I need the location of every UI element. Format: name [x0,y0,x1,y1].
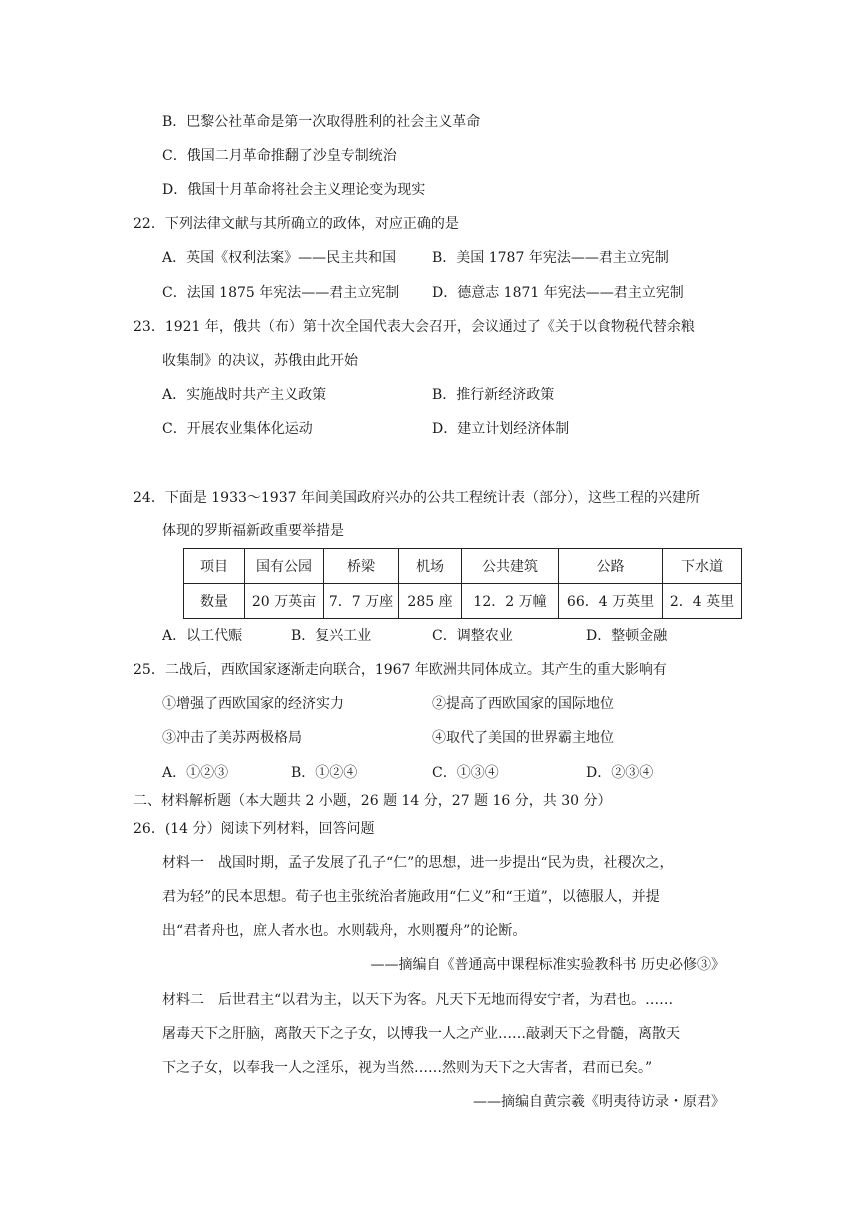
q23-option-b: B．推行新经济政策 [432,387,555,403]
q23-option-a: A．实施战时共产主义政策 [162,387,327,403]
q21-option-c: C．俄国二月革命推翻了沙皇专制统治 [162,148,397,164]
q26-stem: 26．(14 分）阅读下列材料，回答问题 [133,821,375,837]
table-header-cell: 桥梁 [324,549,399,584]
table-cell: 285 座 [399,584,462,619]
q24-option-b: B．复兴工业 [291,628,372,644]
table-row [184,584,742,619]
table-header-cell: 公路 [559,549,663,584]
table-cell: 数量 [184,584,245,619]
table-header-row [184,549,742,584]
q22-option-a: A．英国《权利法案》——民主共和国 [162,250,397,266]
table-cell: 12．2 万幢 [462,584,559,619]
q22-option-c: C．法国 1875 年宪法——君主立宪制 [162,285,400,301]
q22-stem: 22．下列法律文献与其所确立的政体，对应正确的是 [133,216,459,232]
table-cell: 2．4 英里 [663,584,742,619]
material-1-source: ——摘编自《普通高中课程标准实验教科书 历史必修③》 [370,957,725,973]
q22-option-d: D．德意志 1871 年宪法——君主立宪制 [432,285,684,301]
table-cell: 66．4 万英里 [559,584,663,619]
material-1-line1: 材料一 战国时期，孟子发展了孔子“仁”的思想，进一步提出“民为贵，社稷次之， [162,855,674,871]
q25-item-4: ④取代了美国的世界霸主地位 [432,730,614,746]
q25-option-a: A．①②③ [162,765,229,781]
q24-stem-line1: 24．下面是 1933～1937 年间美国政府兴办的公共工程统计表（部分），这些工程的兴建所 [133,490,700,506]
table-header-cell: 国有公园 [245,549,324,584]
table-header-cell: 公共建筑 [462,549,559,584]
q23-option-d: D．建立计划经济体制 [432,421,570,437]
material-1-line2: 君为轻”的民本思想。荀子也主张统治者施政用“仁义”和“王道”，以德服人，并提 [162,889,660,905]
table-header-cell: 项目 [184,549,245,584]
material-2-line2: 屠毒天下之肝脑，离散天下之子女，以博我一人之产业……敲剥天下之骨髓，离散天 [162,1026,680,1042]
public-works-table [183,548,742,619]
q25-stem: 25．二战后，西欧国家逐渐走向联合，1967 年欧洲共同体成立。其产生的重大影响有 [133,662,667,678]
q24-stem-line2: 体现的罗斯福新政重要举措是 [162,523,344,539]
q25-option-d: D．②③④ [586,765,654,781]
q24-option-d: D．整顿金融 [586,628,668,644]
q22-option-b: B．美国 1787 年宪法——君主立宪制 [432,250,669,266]
table-cell: 20 万英亩 [245,584,324,619]
q25-item-1: ①增强了西欧国家的经济实力 [162,696,344,712]
material-2-line3: 下之子女，以奉我一人之淫乐，视为当然……然则为天下之大害者，君而已矣。” [162,1060,653,1076]
q23-stem-line2: 收集制》的决议，苏俄由此开始 [162,353,358,369]
q21-option-b: B．巴黎公社革命是第一次取得胜利的社会主义革命 [162,114,481,130]
q23-option-c: C．开展农业集体化运动 [162,421,313,437]
q25-option-c: C．①③④ [432,765,499,781]
q25-item-2: ②提高了西欧国家的国际地位 [432,696,614,712]
material-1-line3: 出“君者舟也，庶人者水也。水则载舟，水则覆舟”的论断。 [162,923,527,939]
q24-option-c: C．调整农业 [432,628,513,644]
q23-stem-line1: 23．1921 年，俄共（布）第十次全国代表大会召开，会议通过了《关于以食物税代替余粮 [133,319,695,335]
q25-item-3: ③冲击了美苏两极格局 [162,730,302,746]
q25-option-b: B．①②④ [291,765,358,781]
table-header-cell: 下水道 [663,549,742,584]
q21-option-d: D．俄国十月革命将社会主义理论变为现实 [162,182,426,198]
table-cell: 7．7 万座 [324,584,399,619]
material-2-line1: 材料二 后世君主“以君为主，以天下为客。凡天下无地而得安宁者，为君也。…… [162,992,674,1008]
section-heading: 二、材料解析题（本大题共 2 小题，26 题 14 分，27 题 16 分，共 30 分） [133,793,612,809]
q24-option-a: A．以工代赈 [162,628,243,644]
material-2-source: ——摘编自黄宗羲《明夷待访录・原君》 [473,1094,725,1110]
table-header-cell: 机场 [399,549,462,584]
